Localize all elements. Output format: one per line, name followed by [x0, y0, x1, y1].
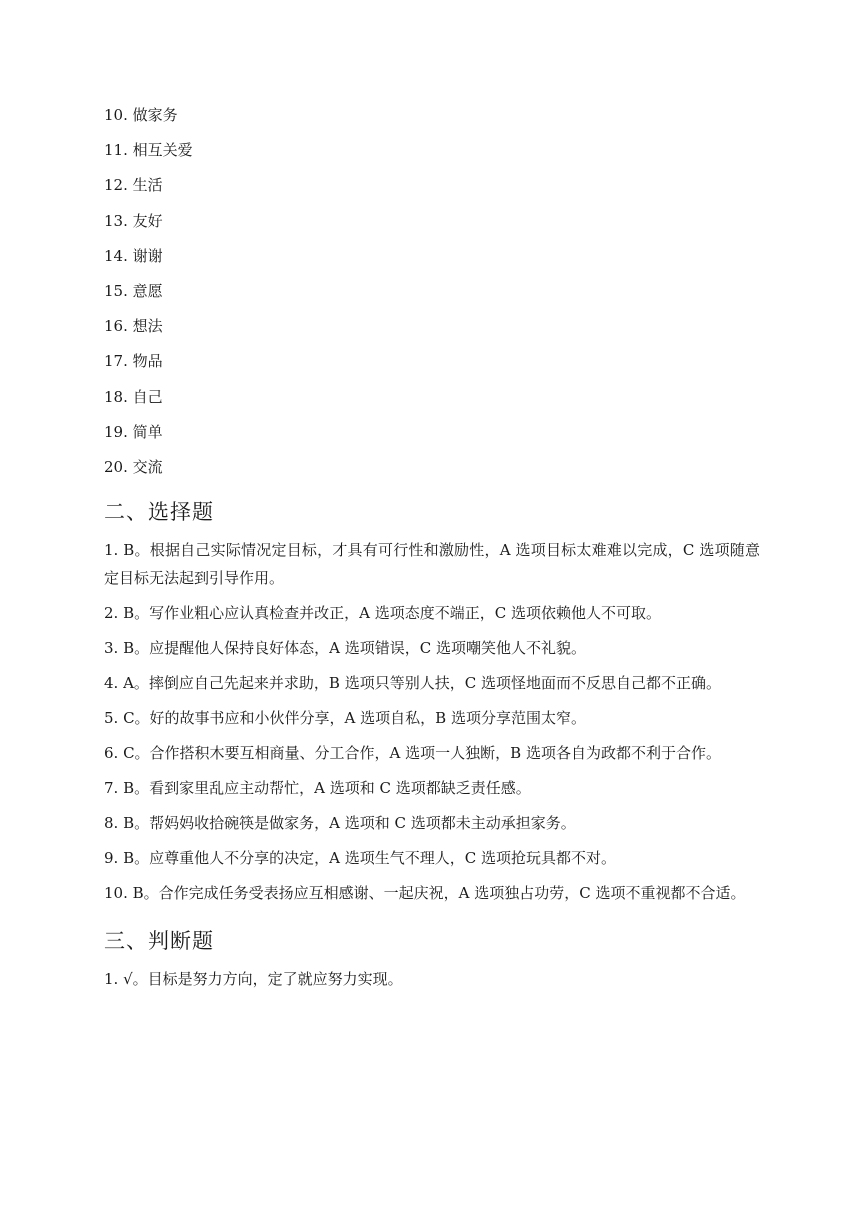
choice-answer-item: 9. B。应尊重他人不分享的决定，A 选项生气不理人，C 选项抢玩具都不对。 — [104, 849, 616, 868]
fill-answer-item: 11. 相互关爱 — [104, 141, 193, 160]
section-heading-choice: 二、选择题 — [104, 500, 214, 525]
choice-answer-item: 8. B。帮妈妈收拾碗筷是做家务，A 选项和 C 选项都未主动承担家务。 — [104, 814, 576, 833]
fill-answer-item: 16. 想法 — [104, 317, 163, 336]
section-heading-true-false: 三、判断题 — [104, 929, 214, 954]
choice-answer-item: 7. B。看到家里乱应主动帮忙，A 选项和 C 选项都缺乏责任感。 — [104, 779, 531, 798]
choice-answer-item: 10. B。合作完成任务受表扬应互相感谢、一起庆祝，A 选项独占功劳，C 选项不重视都不合适。 — [104, 884, 746, 903]
true-false-answers-list — [104, 965, 760, 993]
choice-answer-item: 5. C。好的故事书应和小伙伴分享，A 选项自私，B 选项分享范围太窄。 — [104, 709, 586, 728]
true-false-answer-item: 1. √。目标是努力方向，定了就应努力实现。 — [104, 970, 403, 989]
fill-in-answers-list — [104, 103, 760, 490]
fill-answer-item: 10. 做家务 — [104, 106, 178, 124]
fill-answer-item: 15. 意愿 — [104, 281, 163, 300]
document-page — [104, 103, 760, 1000]
choice-answer-item: 1. B。根据自己实际情况定目标，才具有可行性和激励性，A 选项目标太难难以完成，C 选项随意定目标无法起到引导作用。 — [104, 541, 760, 588]
fill-answer-item: 12. 生活 — [104, 176, 163, 195]
fill-answer-item: 19. 简单 — [104, 422, 163, 441]
choice-answer-item: 3. B。应提醒他人保持良好体态，A 选项错误，C 选项嘲笑他人不礼貌。 — [104, 639, 586, 658]
fill-answer-item: 17. 物品 — [104, 352, 163, 371]
choice-answer-item: 2. B。写作业粗心应认真检查并改正，A 选项态度不端正，C 选项依赖他人不可取。 — [104, 604, 661, 623]
fill-answer-item: 20. 交流 — [104, 457, 163, 476]
choice-answers-list — [104, 536, 760, 907]
choice-answer-item: 6. C。合作搭积木要互相商量、分工合作，A 选项一人独断，B 选项各自为政都不利于合作。 — [104, 744, 721, 763]
fill-answer-item: 13. 友好 — [104, 211, 163, 230]
choice-answer-item: 4. A。摔倒应自己先起来并求助，B 选项只等别人扶，C 选项怪地面而不反思自己都不正确。 — [104, 674, 721, 693]
fill-answer-item: 18. 自己 — [104, 387, 163, 406]
fill-answer-item: 14. 谢谢 — [104, 246, 163, 265]
